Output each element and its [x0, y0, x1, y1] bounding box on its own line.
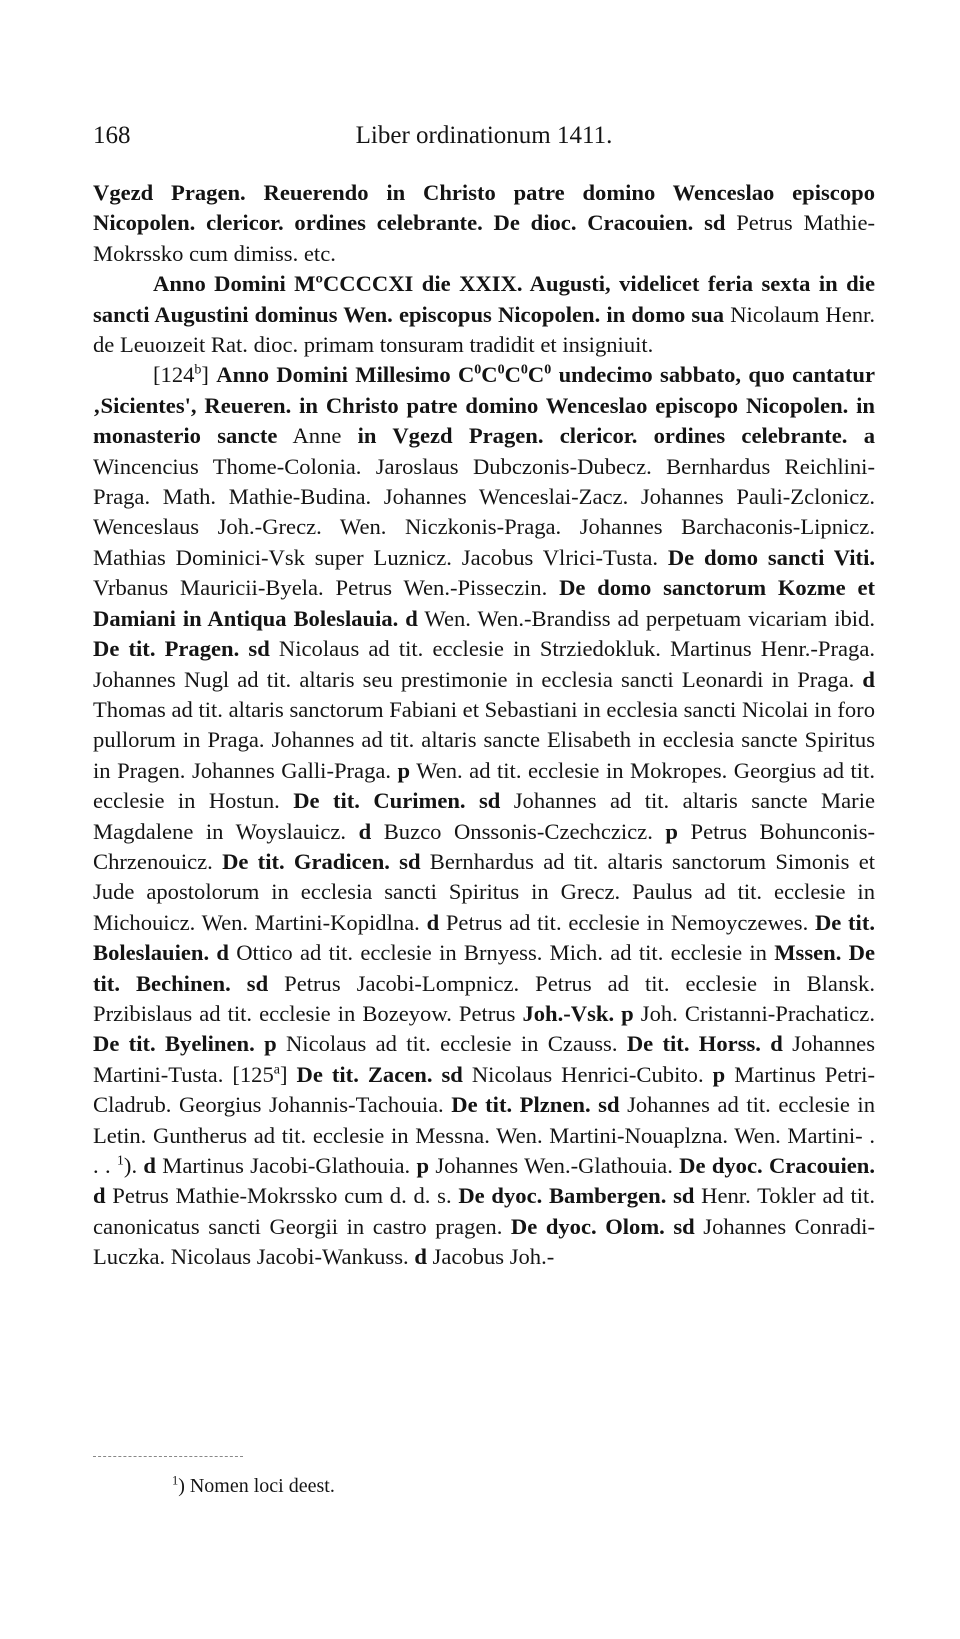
paragraph: [93, 269, 875, 360]
text-run: Petrus Mathie-Mokrssko cum d. d. s.: [105, 1183, 459, 1209]
text-run: Petrus Jacobi-Lompnicz. Petrus ad tit. ecclesie in Blansk. Przibislaus ad tit. ecclesie in Bozeyow. Petrus: [93, 970, 875, 1026]
text-run: Martinus Petri-Cladrub. Georgius Johannis-Tachouia.: [93, 1061, 875, 1118]
bold-text: d: [143, 1153, 156, 1178]
bold-text: C: [527, 362, 545, 388]
text-run: Wen. Wen.-Brandiss ad perpetuam vicariam ibid.: [417, 605, 875, 631]
footnote: [172, 1473, 772, 1499]
superscript: 0: [520, 362, 528, 378]
text-run: Wincencius Thome-Colonia. Jaroslaus Dubczonis-Dubecz. Bernhardus Reichlini-Praga. Math. Mathie-Budina. Johannes Wenceslai-Zacz. Johannes Pauli-Zclonicz. Wenceslaus Joh.-Grecz. Wen. Niczkonis-Praga. Johannes Barchaconis-Lipnicz. Mathias Dominici-Vsk super Luznicz. Jacobus Vlrici-Tusta.: [93, 453, 875, 570]
bold-text: Anno Domini MºCCCCXI die XXIX. Augusti, videlicet feria sexta in die sancti Augustini dominus Wen. episcopus Nicopolen. in domo sua: [93, 271, 875, 327]
text-run: [693, 210, 704, 235]
text-run: Johannes Wen.-Glathouia.: [429, 1153, 680, 1178]
text-run: Johannes ad tit. ecclesie in Letin. Guntherus ad tit. ecclesie in Messna. Wen. Martini-Nouaplzna. Wen. Martini- . . .: [93, 1092, 875, 1178]
text-run: Ottico ad tit. ecclesie in Brnyess. Mich. ad tit. ecclesie in: [228, 940, 775, 966]
bold-text: Joh.-Vsk. p: [522, 1000, 634, 1026]
bold-text: sd: [704, 210, 726, 236]
bold-text: De dyoc. Cracouien. d: [93, 1153, 876, 1209]
running-title: Liber ordinationum 1411.: [355, 122, 613, 149]
superscript: 0: [497, 362, 505, 378]
text-run: Johannes Martini-Tusta. [125: [93, 1031, 875, 1087]
bold-text: C: [481, 362, 498, 388]
superscript: 0: [544, 362, 552, 378]
superscript: 0: [474, 362, 482, 378]
bold-text: d: [358, 818, 372, 844]
bold-text: d: [426, 909, 440, 935]
paragraph: [93, 360, 875, 1272]
superscript: 1: [116, 1153, 124, 1169]
text-run: [124: [153, 362, 195, 388]
text-run: Anne: [277, 423, 358, 449]
superscript: b: [194, 362, 202, 378]
bold-text: Reuerendo in Christo patre domino Wenceslao episcopo Nicopolen. clericor. ordines celebrante. De dioc. Cracouien.: [93, 180, 875, 236]
bold-text: De tit. Byelinen. p: [93, 1031, 277, 1057]
bold-text: undecimo sabbato, quo cantatur ‚Sicientes', Reueren. in Christo patre domino Wenceslao episcopo Nicopolen. in monasterio sancte: [93, 362, 875, 449]
text-run: Petrus ad tit. ecclesie in Nemoyczewes.: [439, 909, 815, 935]
text-run: Johannes ad tit. altaris sancte Marie Magdalene in Woyslauicz.: [93, 788, 875, 844]
body-text: [93, 178, 875, 1273]
text-run: Petrus Mathie-Mokrssko cum dimiss. etc.: [93, 210, 875, 266]
bold-text: De dyoc. Bambergen. sd: [458, 1183, 695, 1209]
bold-text: De tit. Plznen. sd: [451, 1092, 620, 1118]
text-run: Martinus Jacobi-Glathouia.: [155, 1153, 417, 1178]
text-run: Nicolaus ad tit. ecclesie in Strziedokluk. Martinus Henr.-Praga. Johannes Nugl ad tit. altaris seu prestimonie in ecclesia sancti Leonardi in Praga.: [93, 636, 875, 692]
text-run: Jacobus Joh.-: [426, 1244, 555, 1270]
text-run: Henr. Tokler ad tit. canonicatus sancti Georgii in castro pragen.: [93, 1183, 875, 1239]
text-run: Bernhardus ad tit. altaris sanctorum Simonis et Jude apostolorum in ecclesia sancti Spiritus in Grecz. Paulus ad tit. ecclesie in Michouicz. Wen. Martini-Kopidlna.: [93, 848, 875, 935]
bold-text: De tit. Horss. d: [626, 1031, 783, 1057]
page-number: 168: [93, 122, 131, 149]
text-run: Nicolaus ad tit. ecclesie in Czauss.: [276, 1031, 627, 1057]
bold-text: De tit. Gradicen. sd: [222, 848, 421, 874]
text-run: Wen. ad tit. ecclesie in Mokropes. Georgius ad tit. ecclesie in Hostun.: [93, 757, 875, 814]
text-run: Vrbanus Mauricii-Byela. Petrus Wen.-Pisseczin.: [93, 575, 560, 601]
bold-text: p: [397, 757, 411, 783]
text-run: [246, 180, 264, 205]
text-run: ).: [123, 1153, 144, 1178]
text-run: Petrus Bohunconis-Chrzenouicz.: [93, 818, 876, 874]
footnote-marker: 1: [172, 1473, 179, 1488]
bold-text: De domo sanctorum Kozme et Damiani in Antiqua Boleslauia. d: [93, 575, 875, 631]
text-run: ]: [201, 362, 217, 388]
bold-text: in Vgezd Pragen. clericor. ordines celebrante. a: [357, 423, 875, 449]
bold-text: De tit. Pragen. sd: [93, 636, 270, 662]
text-run: Thomas ad tit. altaris sanctorum Fabiani et Sebastiani in ecclesia sancti Nicolai in foro pullorum in Praga. Johannes ad tit. altaris sancte Elisabeth in ecclesia sancte Spiritus in Pragen. Johannes Galli-Praga.: [93, 696, 875, 783]
bold-text: p: [712, 1061, 726, 1087]
footnote-rule: [93, 1456, 243, 1457]
bold-text: d: [862, 666, 875, 692]
bold-text: Anno Domini Millesimo C: [216, 362, 475, 388]
page-header: [93, 118, 875, 158]
bold-text: Vgezd Pragen.: [93, 180, 246, 205]
bold-text: C: [504, 362, 521, 388]
bold-text: De tit. Curimen. sd: [293, 788, 501, 814]
text-run: Johannes Conradi-Luczka. Nicolaus Jacobi-Wankuss.: [93, 1213, 875, 1270]
bold-text: De tit. Zacen. sd: [296, 1061, 463, 1087]
bold-text: De domo sancti Viti.: [667, 544, 875, 570]
text-run: Nicolaum Henr. de Leuoızeit Rat. dioc. primam tonsuram tradidit et insigniuit.: [93, 301, 875, 358]
bold-text: p: [665, 818, 678, 844]
text-run: Nicolaus Henrici-Cubito.: [462, 1061, 713, 1087]
text-run: ]: [279, 1061, 297, 1087]
bold-text: d: [414, 1244, 427, 1270]
bold-text: De tit. Boleslauien. d: [93, 909, 875, 966]
bold-text: De dyoc. Olom. sd: [510, 1213, 695, 1239]
paragraph: [93, 178, 875, 269]
text-run: Buzco Onssonis-Czechczicz.: [371, 818, 666, 844]
bold-text: p: [416, 1153, 430, 1178]
bold-text: Mssen. De tit. Bechinen. sd: [93, 940, 876, 996]
superscript: a: [273, 1062, 280, 1078]
footnote-text: ) Nomen loci deest.: [178, 1475, 335, 1497]
text-run: Joh. Cristanni-Prachaticz.: [633, 1000, 875, 1026]
